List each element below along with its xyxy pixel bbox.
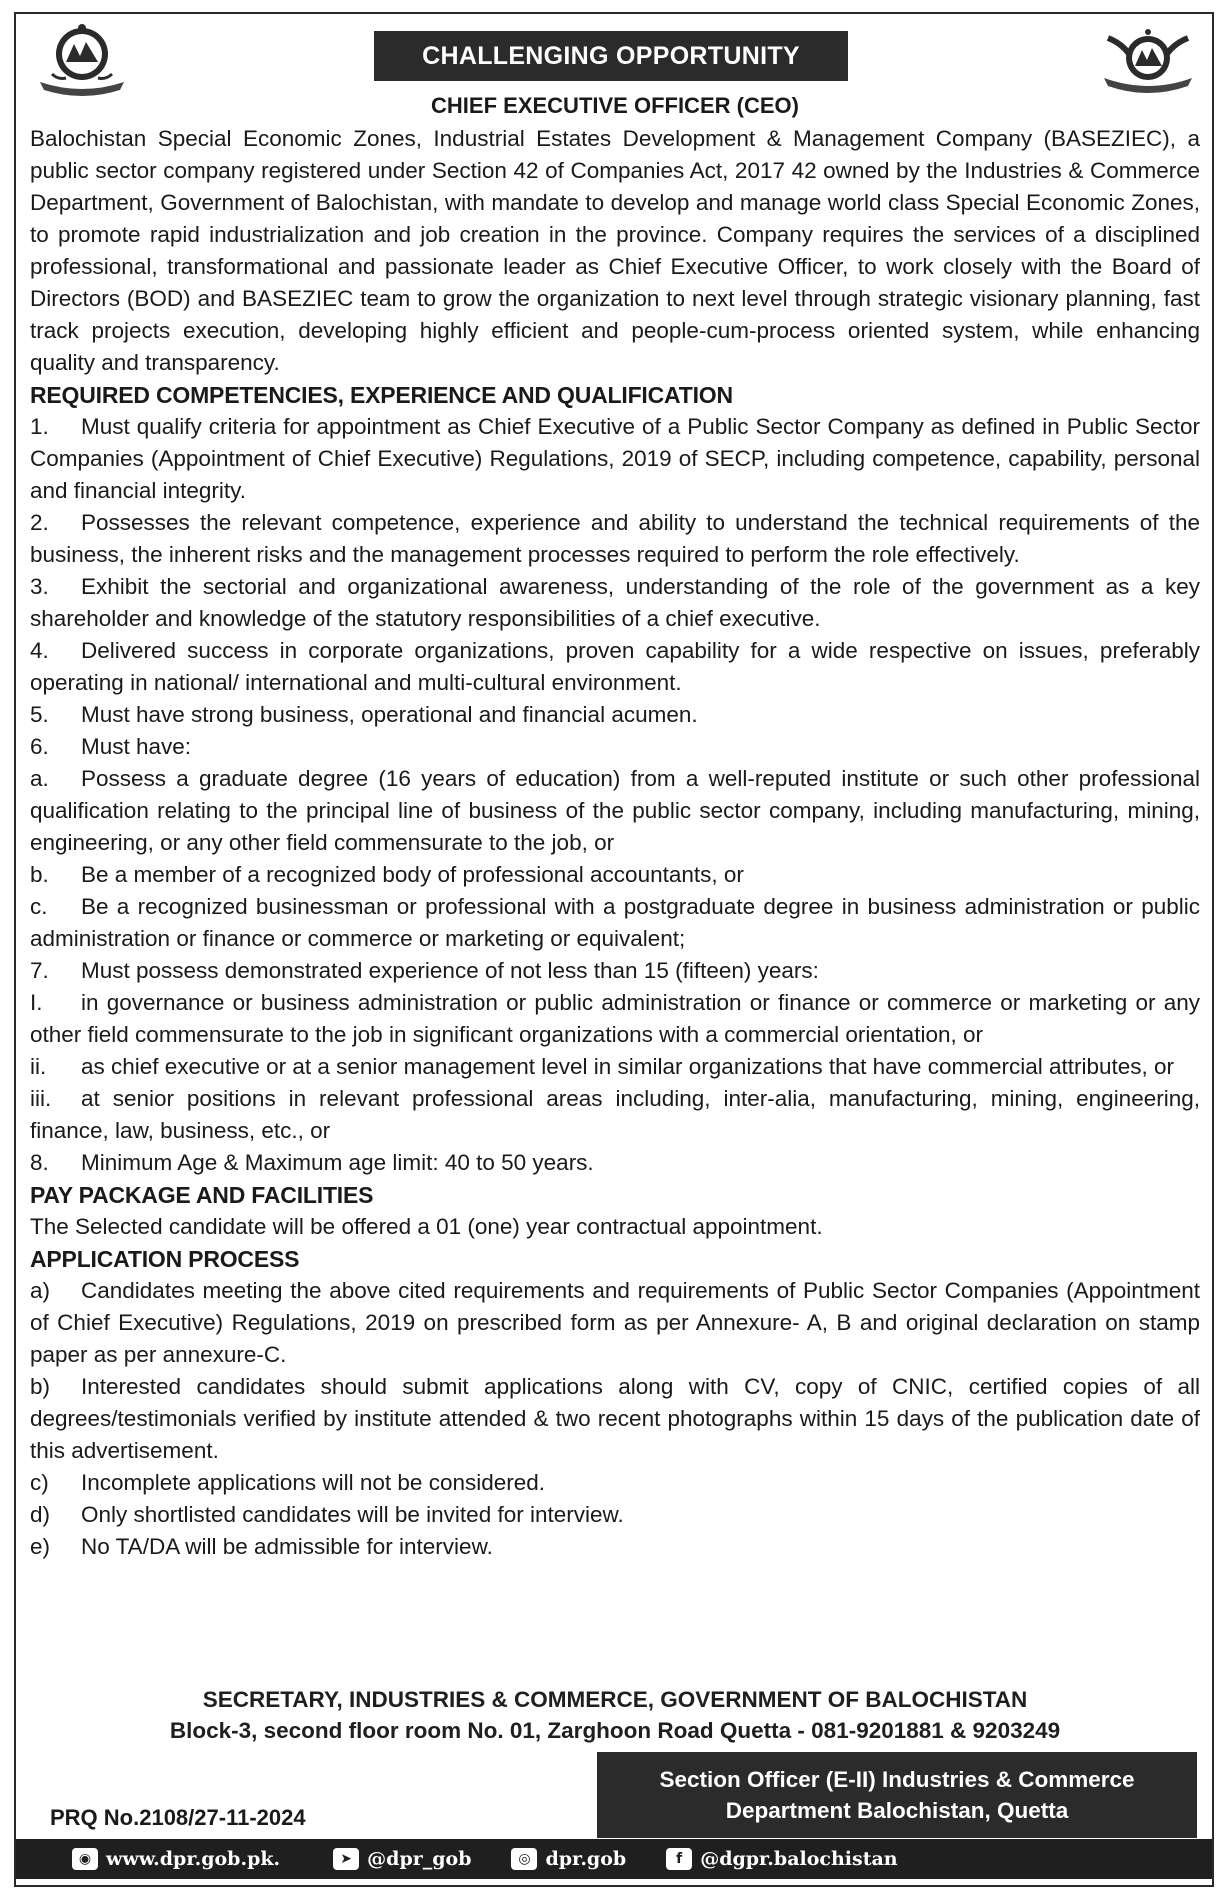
- list-item-label: 3.: [30, 574, 49, 599]
- list-item-text: Delivered success in corporate organizations, proven capability for a wide respective on issues, preferably operating in national/ international and multi-cultural environment.: [30, 638, 1200, 695]
- office-line-2: Department Balochistan, Quetta: [725, 1798, 1069, 1823]
- list-item-text: Only shortlisted candidates will be invited for interview.: [81, 1502, 624, 1527]
- list-item-text: Must possess demonstrated experience of not less than 15 (fifteen) years:: [81, 958, 819, 983]
- list-item-label: 2.: [30, 510, 49, 535]
- social-website[interactable]: [72, 1848, 280, 1870]
- list-item: [30, 1371, 1200, 1467]
- list-item: [30, 411, 1200, 507]
- prq-number: PRQ No.2108/27-11-2024: [50, 1805, 306, 1830]
- list-item: [30, 1147, 1200, 1179]
- list-item-text: Incomplete applications will not be considered.: [81, 1470, 546, 1495]
- list-item: [30, 1499, 1200, 1531]
- list-item-text: Must have:: [81, 734, 192, 759]
- list-item-label: 1.: [30, 414, 49, 439]
- pay-text: The Selected candidate will be offered a 01 (one) year contractual appointment.: [30, 1214, 823, 1239]
- social-bar: [16, 1839, 1212, 1879]
- list-item-label: b.: [30, 862, 49, 887]
- list-item-label: 4.: [30, 638, 49, 663]
- social-instagram[interactable]: [511, 1848, 626, 1870]
- list-item-label: a): [30, 1278, 51, 1303]
- list-item-label: ii.: [30, 1054, 47, 1079]
- list-item-label: 6.: [30, 734, 49, 759]
- list-item-text: as chief executive or at a senior management level in similar organizations that have commercial attributes, or: [81, 1054, 1175, 1079]
- list-item-label: c): [30, 1470, 49, 1495]
- list-item: [30, 987, 1200, 1051]
- intro-paragraph: Balochistan Special Economic Zones, Industrial Estates Development & Management Company (BASEZIEC), a public sector company registered under Section 42 of Companies Act, 2017 42 owned by the Industries & Commerce Department, Government of Balochistan, with mandate to develop and manage world class Special Economic Zones, to promote rapid industrialization and job creation in the province. Company requires the services of a disciplined professional, transformational and passionate leader as Chief Executive Officer, to work closely with the Board of Directors (BOD) and BASEZIEC team to grow the organization to next level through strategic visionary planning, fast track projects execution, developing highly efficient and people-cum-process oriented system, while enhancing quality and transparency.: [30, 126, 1200, 375]
- list-item-label: d): [30, 1502, 51, 1527]
- list-item-text: Must qualify criteria for appointment as Chief Executive of a Public Sector Company as defined in Public Sector Companies (Appointment of Chief Executive) Regulations, 2019 of SECP, including competence, capability, personal and financial integrity.: [30, 414, 1200, 503]
- instagram-icon: ◎: [511, 1848, 537, 1870]
- list-item-label: a.: [30, 766, 49, 791]
- address-line: Block-3, second floor room No. 01, Zarghoon Road Quetta - 081-9201881 & 9203249: [169, 1718, 1061, 1743]
- list-item: [30, 571, 1200, 635]
- list-item: [30, 635, 1200, 699]
- list-item: [30, 763, 1200, 859]
- list-item: [30, 731, 1200, 763]
- list-item-text: at senior positions in relevant professional areas including, inter-alia, manufacturing, mining, engineering, finance, law, business, etc., or: [30, 1086, 1200, 1143]
- social-twitter-text: @dpr_gob: [367, 1848, 472, 1870]
- list-item-label: e): [30, 1534, 51, 1559]
- requirements-list: [30, 411, 1200, 1179]
- contact-block: [0, 1684, 1230, 1746]
- list-item-label: b): [30, 1374, 51, 1399]
- list-item-text: Be a member of a recognized body of professional accountants, or: [81, 862, 744, 887]
- globe-icon: ◉: [72, 1848, 98, 1870]
- list-item-text: in governance or business administration or public administration or finance or commerce or marketing or any other field commensurate to the job in significant organizations with a commercial orientation, or: [30, 990, 1200, 1047]
- list-item-label: 5.: [30, 702, 49, 727]
- requirements-heading: REQUIRED COMPETENCIES, EXPERIENCE AND QUALIFICATION: [30, 382, 733, 408]
- social-facebook[interactable]: [666, 1848, 897, 1870]
- social-twitter[interactable]: [333, 1848, 471, 1870]
- list-item-text: Interested candidates should submit applications along with CV, copy of CNIC, certified copies of all degrees/testimonials verified by institute attended & two recent photographs within 15 days of the publication date of this advertisement.: [30, 1374, 1200, 1463]
- secretary-line: SECRETARY, INDUSTRIES & COMMERCE, GOVERNMENT OF BALOCHISTAN: [202, 1687, 1028, 1712]
- list-item: [30, 891, 1200, 955]
- list-item-label: 7.: [30, 958, 49, 983]
- list-item: [30, 859, 1200, 891]
- facebook-icon: f: [666, 1848, 692, 1870]
- list-item-text: Must have strong business, operational and financial acumen.: [81, 702, 698, 727]
- pay-heading: PAY PACKAGE AND FACILITIES: [30, 1182, 374, 1208]
- list-item-text: Possess a graduate degree (16 years of education) from a well-reputed institute or such other professional qualification relating to the principal line of business of the public sector company, including manufacturing, mining, engineering, or any other field commensurate to the job, or: [30, 766, 1200, 855]
- application-heading: APPLICATION PROCESS: [30, 1246, 300, 1272]
- application-list: [30, 1275, 1200, 1563]
- social-instagram-text: dpr.gob: [545, 1848, 627, 1870]
- list-item-label: 8.: [30, 1150, 49, 1175]
- list-item-label: I.: [30, 990, 43, 1015]
- social-website-text: www.dpr.gob.pk.: [106, 1848, 281, 1870]
- list-item: [30, 955, 1200, 987]
- section-officer-box: [597, 1752, 1197, 1838]
- list-item-text: Minimum Age & Maximum age limit: 40 to 50 years.: [81, 1150, 594, 1175]
- list-item: [30, 1275, 1200, 1371]
- social-facebook-text: @dgpr.balochistan: [700, 1848, 898, 1870]
- list-item-text: Possesses the relevant competence, experience and ability to understand the technical requirements of the business, the inherent risks and the management processes required to perform the role effectively.: [30, 510, 1200, 567]
- list-item-text: Exhibit the sectorial and organizational awareness, understanding of the role of the government as a key shareholder and knowledge of the statutory responsibilities of a chief executive.: [30, 574, 1200, 631]
- advertisement-body: [30, 123, 1200, 1563]
- headline-banner: CHALLENGING OPPORTUNITY: [374, 31, 848, 81]
- list-item-text: Be a recognized businessman or professional with a postgraduate degree in business administration or public administration or finance or commerce or marketing or equivalent;: [30, 894, 1200, 951]
- twitter-icon: ➤: [333, 1848, 359, 1870]
- list-item-text: Candidates meeting the above cited requirements and requirements of Public Sector Companies (Appointment of Chief Executive) Regulations, 2019 on prescribed form as per Annexure- A, B and original declaration on stamp paper as per annexure-C.: [30, 1278, 1200, 1367]
- list-item: [30, 507, 1200, 571]
- list-item: [30, 1531, 1200, 1563]
- list-item: [30, 1083, 1200, 1147]
- list-item-label: c.: [30, 894, 48, 919]
- list-item-text: No TA/DA will be admissible for interview.: [81, 1534, 493, 1559]
- list-item: [30, 1467, 1200, 1499]
- list-item: [30, 699, 1200, 731]
- list-item-label: iii.: [30, 1086, 52, 1111]
- office-line-1: Section Officer (E-II) Industries & Commerce: [659, 1767, 1135, 1792]
- list-item: [30, 1051, 1200, 1083]
- position-title: CHIEF EXECUTIVE OFFICER (CEO): [431, 93, 799, 118]
